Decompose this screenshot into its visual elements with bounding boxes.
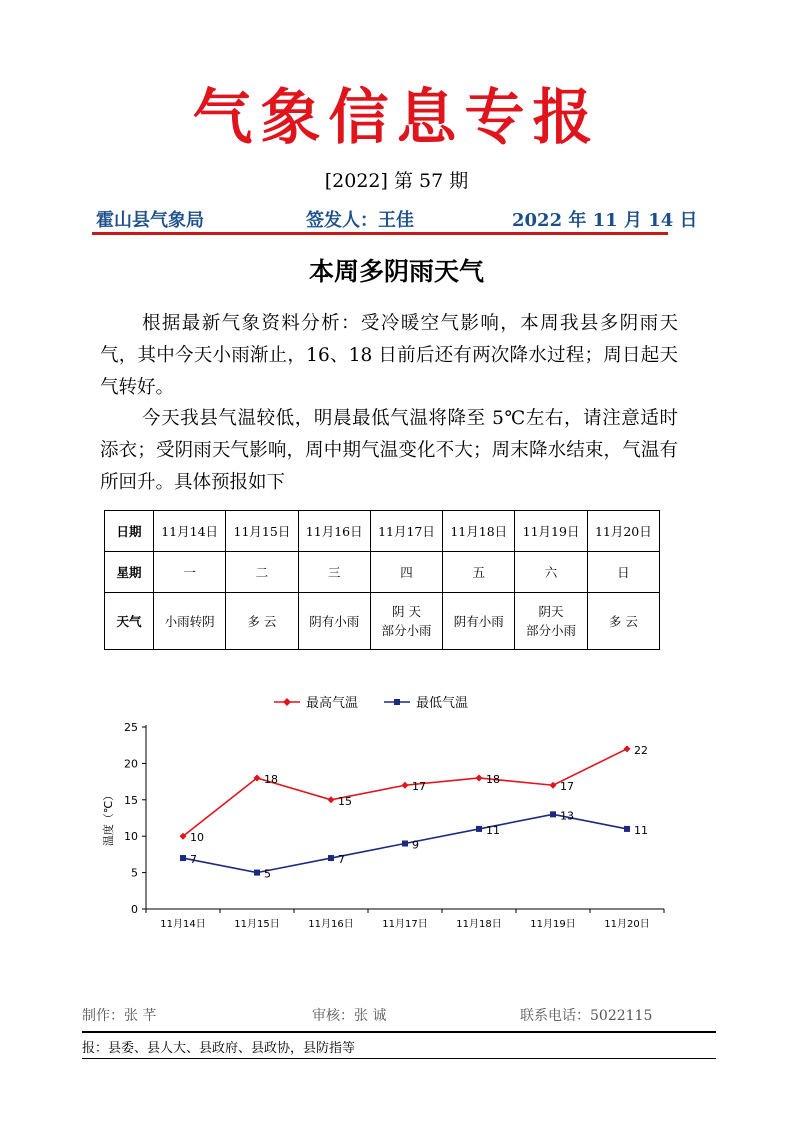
x-tick-label: 11月16日 (308, 919, 354, 930)
data-label: 13 (560, 809, 574, 823)
x-tick-label: 11月20日 (604, 919, 650, 930)
weather-cell: 阴有小雨 (298, 593, 370, 650)
row-label-date: 日期 (105, 511, 154, 552)
weather-cell: 阴有小雨 (443, 593, 515, 650)
weather-cell: 多 云 (587, 593, 659, 650)
weather-cell: 阴天 部分小雨 (515, 593, 587, 650)
paragraph-2: 今天我县气温较低，明晨最低气温将降至 5℃左右，请注意适时添衣；受阴雨天气影响，周中期气温变化不大；周末降水结束，气温有所回升。具体预报如下 (100, 408, 678, 493)
data-point-max (402, 782, 409, 789)
footer-phone: 联系电话：5022115 (520, 1008, 653, 1024)
y-tick-label: 15 (124, 793, 138, 807)
x-tick-label: 11月19日 (530, 919, 576, 930)
data-point-min (328, 855, 334, 861)
data-point-min (550, 811, 556, 817)
data-label: 17 (560, 780, 574, 794)
weekday-cell: 五 (443, 552, 515, 593)
issuing-organization: 霍山县气象局 (96, 210, 204, 231)
legend-label: 最低气温 (416, 696, 469, 711)
weather-cell: 多 云 (226, 593, 298, 650)
data-label: 7 (338, 853, 345, 867)
weekday-cell: 四 (370, 552, 442, 593)
data-label: 22 (634, 743, 648, 757)
weekday-cell: 日 (587, 552, 659, 593)
date-cell: 11月17日 (370, 511, 442, 552)
header-divider (92, 232, 668, 235)
data-label: 9 (412, 838, 419, 852)
data-point-max (550, 782, 557, 789)
row-label-weekday: 星期 (105, 552, 154, 593)
weekday-cell: 六 (515, 552, 587, 593)
issue-date: 2022 年 11 月 14 日 (512, 210, 698, 231)
data-label: 11 (486, 823, 500, 837)
data-point-max (328, 796, 335, 803)
data-point-min (180, 855, 186, 861)
x-tick-label: 11月18日 (456, 919, 502, 930)
data-point-min (624, 826, 630, 832)
y-tick-label: 5 (131, 866, 138, 880)
weather-cell: 小雨转阴 (154, 593, 226, 650)
data-label: 7 (190, 853, 197, 867)
date-cell: 11月15日 (226, 511, 298, 552)
date-cell: 11月16日 (298, 511, 370, 552)
x-tick-label: 11月17日 (382, 919, 428, 930)
data-point-min (476, 826, 482, 832)
footer-distribution: 报：县委、县人大、县政府、县政协，县防指等 (82, 1041, 356, 1056)
footer-divider-bottom (82, 1058, 716, 1059)
signer: 签发人：王佳 (306, 210, 414, 231)
data-point-max (476, 774, 483, 781)
date-cell: 11月20日 (587, 511, 659, 552)
data-label: 11 (634, 823, 648, 837)
temperature-chart (94, 685, 684, 945)
x-tick-label: 11月15日 (234, 919, 280, 930)
footer-maker: 制作：张 芊 (82, 1008, 157, 1024)
legend-marker (283, 698, 291, 706)
y-tick-label: 25 (124, 721, 138, 734)
data-point-min (402, 840, 408, 846)
table-row-weekdays (105, 552, 660, 593)
y-axis-label: 温度（℃） (102, 789, 115, 847)
x-tick-label: 11月14日 (160, 919, 206, 930)
report-title: 本周多阴雨天气 (308, 257, 484, 286)
date-cell: 11月14日 (154, 511, 226, 552)
y-tick-label: 0 (131, 903, 138, 916)
issue-number: [2022] 第 57 期 (324, 170, 469, 192)
date-cell: 11月19日 (515, 511, 587, 552)
legend-marker (394, 699, 400, 705)
data-label: 18 (486, 772, 500, 786)
date-cell: 11月18日 (443, 511, 515, 552)
data-label: 18 (264, 772, 278, 786)
table-row-weather (105, 593, 660, 650)
y-tick-label: 20 (124, 757, 138, 771)
footer-divider-top (82, 1031, 716, 1033)
data-label: 10 (190, 831, 204, 845)
legend-label: 最高气温 (306, 696, 359, 711)
table-row-dates (105, 511, 660, 552)
paragraph-1: 根据最新气象资料分析：受冷暖空气影响，本周我县多阴雨天气，其中今天小雨渐止，16、18 日前后还有两次降水过程；周日起天气转好。 (100, 313, 678, 398)
weather-cell: 阴 天 部分小雨 (370, 593, 442, 650)
weekday-cell: 二 (226, 552, 298, 593)
weekday-cell: 一 (154, 552, 226, 593)
forecast-table (104, 510, 660, 650)
footer-checker: 审核：张 诚 (312, 1008, 387, 1024)
data-point-min (254, 870, 260, 876)
data-label: 15 (338, 794, 352, 808)
y-tick-label: 10 (124, 830, 138, 844)
data-label: 17 (412, 780, 426, 794)
masthead-title: 气象信息专报 (192, 83, 601, 153)
weekday-cell: 三 (298, 552, 370, 593)
data-point-max (624, 745, 631, 752)
row-label-weather: 天气 (105, 593, 154, 650)
data-label: 5 (264, 867, 271, 881)
